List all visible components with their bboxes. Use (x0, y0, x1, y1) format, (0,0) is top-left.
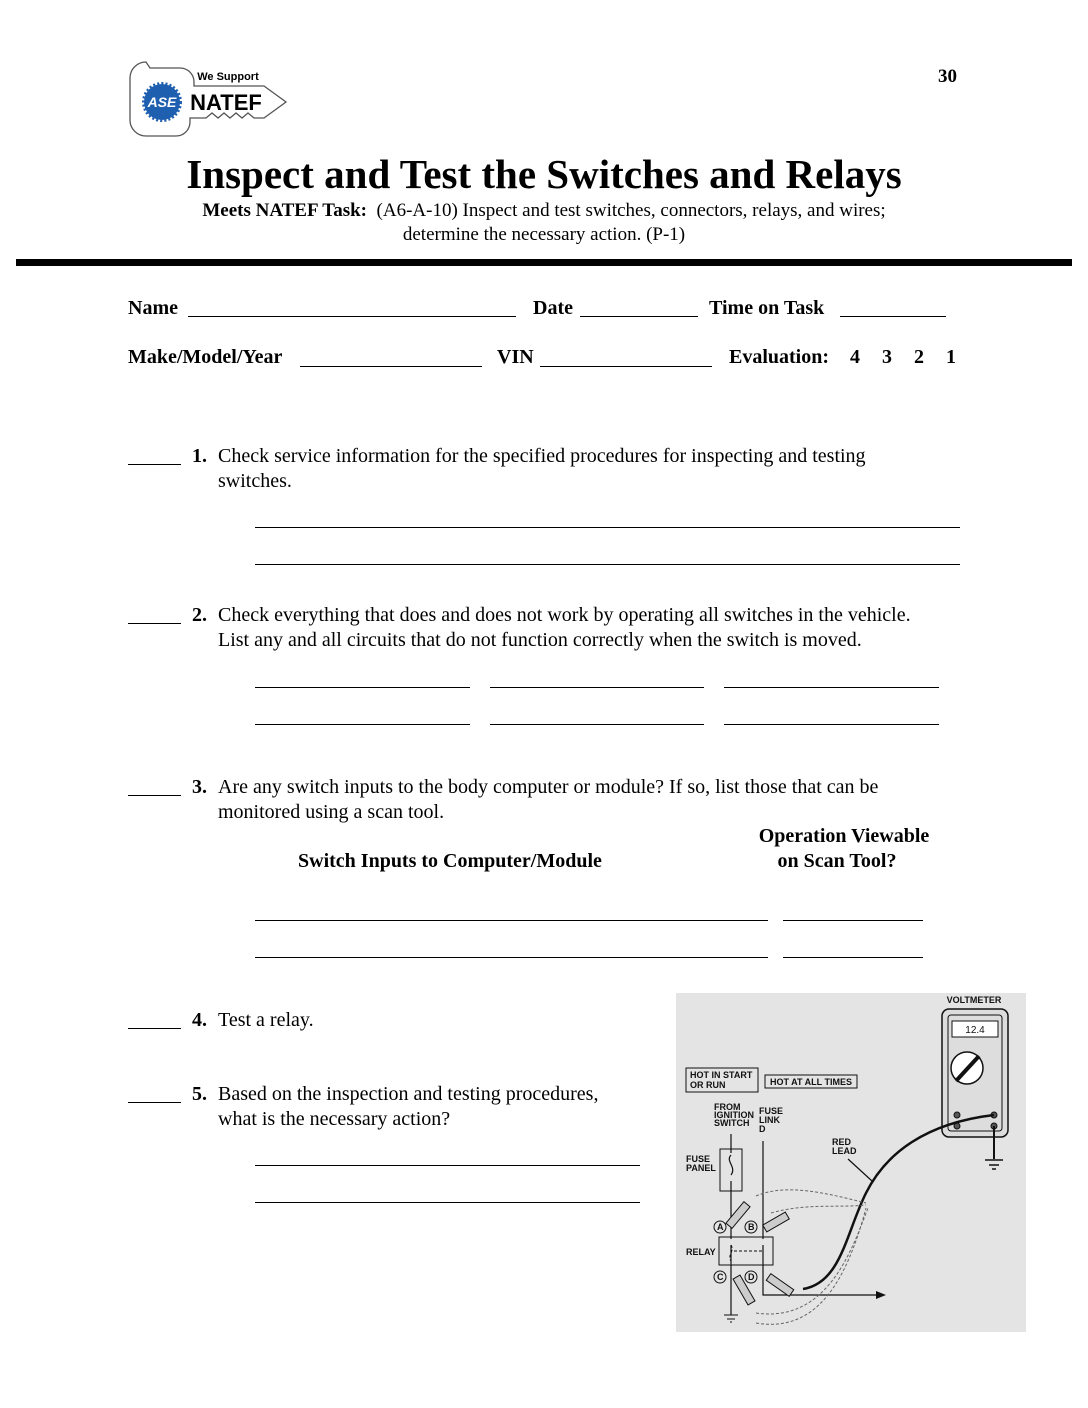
evaluation-label: Evaluation: (729, 346, 830, 368)
viewable-line[interactable] (783, 957, 923, 958)
item-5-text-line1: Based on the inspection and testing procedures, (218, 1083, 599, 1105)
time-on-task-field[interactable] (840, 316, 946, 317)
item-2-text-line2: List any and all circuits that do not function correctly when the switch is moved. (218, 629, 862, 651)
page-number: 30 (938, 66, 957, 87)
item-1-number: 1. (192, 445, 207, 467)
task-text: (A6-A-10) Inspect and test switches, connectors, relays, and wires; (376, 200, 886, 221)
task-description-line1 (0, 201, 1088, 220)
item-3-number: 3. (192, 776, 207, 798)
item-5-check-blank[interactable] (128, 1102, 181, 1103)
svg-text:PANEL: PANEL (686, 1163, 716, 1173)
time-on-task-label: Time on Task (709, 297, 825, 319)
item-1-answer-line[interactable] (255, 564, 960, 565)
item-3-text-line2: monitored using a scan tool. (218, 801, 445, 823)
task-label: Meets NATEF Task: (202, 200, 368, 221)
viewable-header-line2: on Scan Tool? (777, 850, 897, 872)
red-lead-label: RED (832, 1137, 852, 1147)
score-3[interactable]: 3 (882, 346, 892, 368)
relay-test-diagram (676, 993, 1026, 1332)
item-5-number: 5. (192, 1083, 207, 1105)
hot-start-run-label: HOT IN START (690, 1070, 753, 1080)
score-2[interactable]: 2 (914, 346, 924, 368)
hot-all-times-label: HOT AT ALL TIMES (770, 1077, 852, 1087)
switch-input-line[interactable] (255, 957, 768, 958)
make-model-year-label: Make/Model/Year (128, 346, 283, 368)
item-3-text-line1: Are any switch inputs to the body computer or module? If so, list those that can be (218, 776, 879, 798)
make-model-year-field[interactable] (300, 366, 482, 367)
fuse-panel-label: FUSE (686, 1154, 711, 1164)
svg-text:LINK: LINK (759, 1115, 780, 1125)
vin-label: VIN (497, 346, 534, 368)
logo-natef: NATEF (190, 90, 262, 115)
logo-we-support: We Support (197, 71, 259, 83)
viewable-line[interactable] (783, 920, 923, 921)
item-1-check-blank[interactable] (128, 464, 181, 465)
task-description-line2: determine the necessary action. (P-1) (402, 224, 686, 245)
item-5-text-line2: what is the necessary action? (218, 1108, 451, 1130)
terminal-a-label: A (717, 1222, 724, 1232)
ase-badge-text: ASE (147, 94, 177, 110)
name-label: Name (128, 297, 178, 319)
item-4-text: Test a relay. (218, 1009, 314, 1031)
item-5-answer-line[interactable] (255, 1202, 640, 1203)
item-4-check-blank[interactable] (128, 1028, 181, 1029)
score-4[interactable]: 4 (850, 346, 860, 368)
item-2-number: 2. (192, 604, 207, 626)
viewable-header-line1: Operation Viewable (758, 825, 930, 847)
item-5-answer-line[interactable] (255, 1165, 640, 1166)
item-3-check-blank[interactable] (128, 795, 181, 796)
item-1-answer-line[interactable] (255, 527, 960, 528)
item-1-text-line2: switches. (218, 470, 292, 492)
item-1-text-line1: Check service information for the specified procedures for inspecting and testing (218, 445, 866, 467)
item-2-answer-line[interactable] (490, 687, 704, 688)
voltmeter-icon (942, 1009, 1008, 1169)
header-divider (16, 259, 1072, 266)
svg-text:IGNITION: IGNITION (714, 1110, 754, 1120)
item-2-answer-line[interactable] (255, 724, 470, 725)
date-field[interactable] (580, 316, 698, 317)
vin-field[interactable] (540, 366, 712, 367)
svg-text:SWITCH: SWITCH (714, 1118, 750, 1128)
relay-label: RELAY (686, 1247, 716, 1257)
item-2-answer-line[interactable] (490, 724, 704, 725)
date-label: Date (533, 297, 573, 319)
fuse-link-label: FUSE (759, 1106, 784, 1116)
page-title: Inspect and Test the Switches and Relays (186, 151, 902, 197)
item-2-answer-line[interactable] (724, 724, 939, 725)
hot-start-run-label-2: OR RUN (690, 1080, 726, 1090)
name-field[interactable] (188, 316, 516, 317)
svg-text:D: D (759, 1124, 766, 1134)
terminal-c-label: C (717, 1272, 724, 1282)
svg-text:LEAD: LEAD (832, 1146, 857, 1156)
voltmeter-label: VOLTMETER (946, 995, 1002, 1005)
item-2-answer-line[interactable] (255, 687, 470, 688)
voltmeter-reading: 12.4 (965, 1025, 985, 1036)
from-ignition-label: FROM (714, 1102, 741, 1112)
switch-inputs-header: Switch Inputs to Computer/Module (298, 850, 602, 872)
item-2-text-line1: Check everything that does and does not work by operating all switches in the vehicle. (218, 604, 911, 626)
test-probe-icons (726, 1202, 794, 1305)
item-2-answer-line[interactable] (724, 687, 939, 688)
item-4-number: 4. (192, 1009, 207, 1031)
item-2-check-blank[interactable] (128, 623, 181, 624)
terminal-b-label: B (748, 1222, 755, 1232)
switch-input-line[interactable] (255, 920, 768, 921)
natef-logo (128, 60, 293, 145)
terminal-d-label: D (748, 1272, 755, 1282)
score-1[interactable]: 1 (946, 346, 956, 368)
